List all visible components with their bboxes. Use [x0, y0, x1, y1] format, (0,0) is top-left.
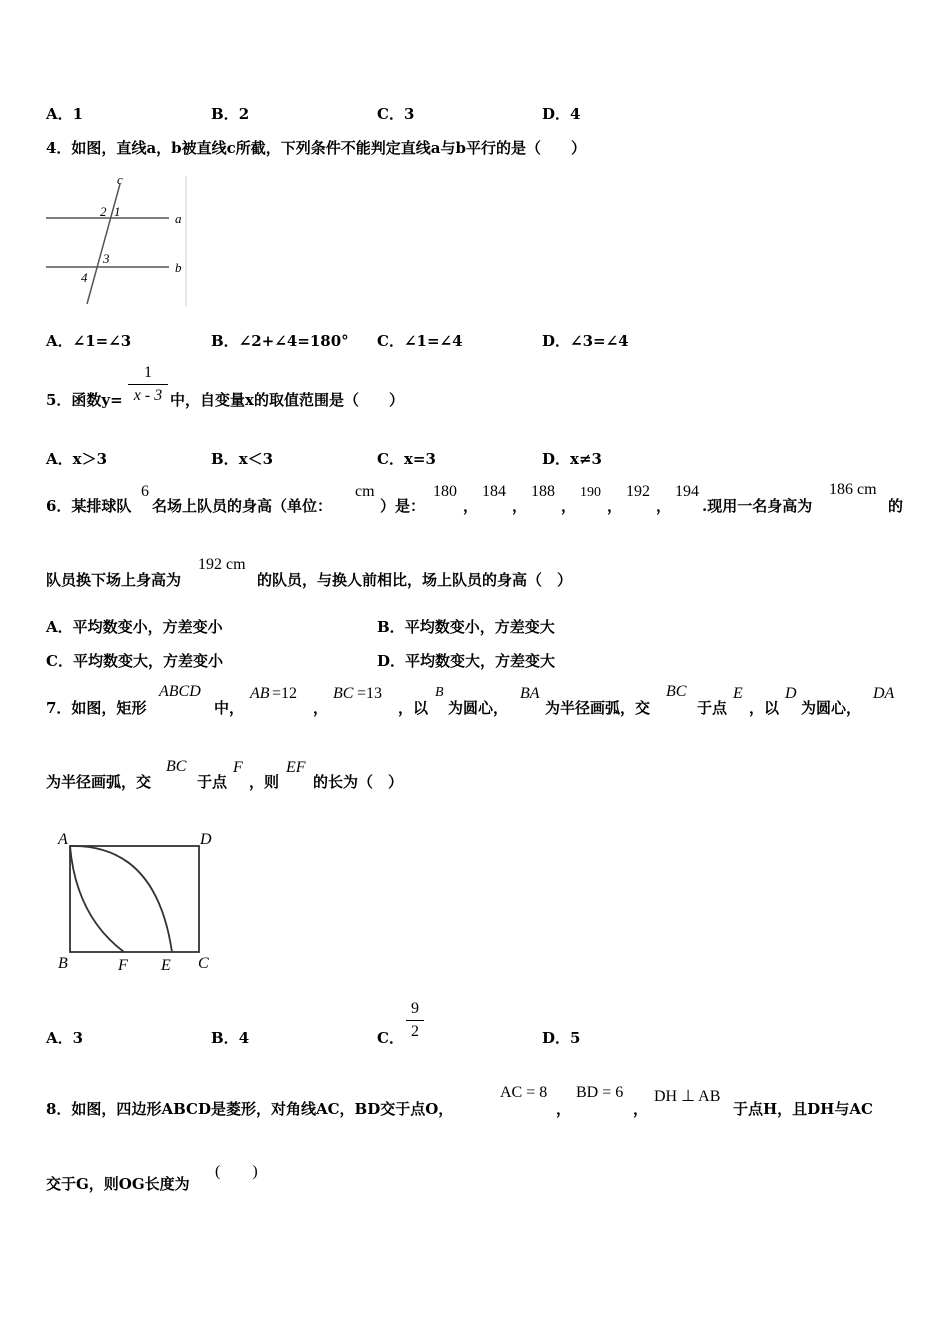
q6-comma: ， — [607, 497, 623, 515]
q3-option-b[interactable]: B．2 — [211, 105, 250, 123]
q6-option-a[interactable]: A．平均数变小，方差变小 — [46, 618, 223, 636]
q7-text-4: 为圆心， — [448, 699, 509, 717]
q6-text-1: 6．某排球队 — [46, 497, 132, 515]
q4-label-a: a — [175, 211, 182, 226]
q7-text-7: ，以 — [749, 699, 780, 717]
q7-label-f: F — [118, 957, 128, 974]
q7-bc-2: BC — [666, 683, 687, 700]
q7-text-6: 于点 — [697, 699, 728, 717]
q7-option-d[interactable]: D．5 — [542, 1029, 581, 1047]
q5-stem-suffix: 中，自变量x的取值范围是（ ） — [170, 391, 404, 409]
q5-option-b[interactable]: B．x＜3 — [211, 450, 274, 468]
q6-height-5: 192 — [626, 483, 650, 500]
q3-option-c[interactable]: C．3 — [377, 105, 415, 123]
q6-comma: ， — [656, 497, 672, 515]
q7-b: B — [435, 685, 444, 700]
q7-option-c-denominator: 2 — [411, 1023, 419, 1040]
q6-option-b[interactable]: B．平均数变小，方差变大 — [377, 618, 555, 636]
q7-option-b[interactable]: B．4 — [211, 1029, 250, 1047]
q5-fraction — [128, 364, 168, 405]
q6-comma: ， — [463, 497, 479, 515]
q7-line2-d: 的长为（ ） — [313, 773, 404, 791]
q6-text-5: 的 — [888, 497, 904, 515]
q6-unit: cm — [355, 483, 375, 500]
q5-fraction-numerator: 1 — [144, 364, 152, 381]
q8-comma: ， — [556, 1100, 572, 1118]
q7-ba: BA — [520, 685, 540, 702]
q7-label-a: A — [58, 831, 68, 848]
q6-team-size: 6 — [141, 483, 149, 500]
q6-height-4: 190 — [580, 485, 601, 500]
q4-option-c[interactable]: C．∠1=∠4 — [377, 332, 463, 350]
q7-text-8: 为圆心， — [801, 699, 862, 717]
q7-label-c: C — [198, 955, 209, 972]
q7-text-3: ，以 — [398, 699, 429, 717]
q4-option-d[interactable]: D．∠3=∠4 — [542, 332, 629, 350]
q7-e: E — [733, 685, 743, 702]
q4-label-2: 2 — [100, 204, 107, 219]
q7-bc: BC — [333, 685, 354, 702]
q6-text-4: .现用一名身高为 — [702, 497, 813, 515]
q6-height-192: 192 cm — [198, 556, 246, 573]
q3-option-d[interactable]: D．4 — [542, 105, 581, 123]
q7-label-b: B — [58, 955, 68, 972]
q5-option-c[interactable]: C．x=3 — [377, 450, 436, 468]
q7-text-1: 7．如图，矩形 — [46, 699, 147, 717]
q6-option-d[interactable]: D．平均数变大，方差变大 — [377, 652, 556, 670]
q8-comma: ， — [633, 1100, 649, 1118]
q7-da: DA — [873, 685, 895, 702]
q4-option-a[interactable]: A．∠1=∠3 — [46, 332, 132, 350]
q7-d: D — [785, 685, 797, 702]
q5-option-d[interactable]: D．x≠3 — [542, 450, 602, 468]
q7-eq13: =13 — [357, 685, 383, 702]
q8-bd: BD = 6 — [576, 1084, 624, 1101]
q4-label-4: 4 — [81, 270, 88, 285]
q8-ac: AC = 8 — [500, 1084, 548, 1101]
q7-option-c[interactable]: C． — [377, 1029, 404, 1047]
q6-comma: ， — [512, 497, 528, 515]
q6-text-2: 名场上队员的身高（单位： — [152, 497, 333, 515]
q7-line2-b: 于点 — [197, 773, 228, 791]
q7-ef: EF — [286, 759, 306, 776]
q5-option-a[interactable]: A．x＞3 — [46, 450, 108, 468]
q6-line2-a: 队员换下场上身高为 — [46, 571, 182, 589]
q4-option-b[interactable]: B．∠2+∠4=180° — [211, 332, 349, 350]
q7-bc-3: BC — [166, 758, 187, 775]
q7-text-5: 为半径画弧，交 — [545, 699, 651, 717]
q7-f: F — [233, 759, 243, 776]
q6-option-c[interactable]: C．平均数变大，方差变小 — [46, 652, 223, 670]
q6-text-3: ）是： — [380, 497, 426, 515]
q7-line2-a: 为半径画弧，交 — [46, 773, 152, 791]
q7-label-e: E — [161, 957, 171, 974]
q5-fraction-denominator: x - 3 — [133, 387, 163, 404]
q7-ab: AB — [250, 685, 270, 702]
q3-option-a[interactable]: A．1 — [46, 105, 84, 123]
q8-text-2: 于点H，且DH与AC — [733, 1100, 873, 1118]
q8-dh: DH ⊥ AB — [654, 1088, 721, 1105]
q7-option-c-numerator: 9 — [411, 1000, 419, 1017]
q8-paren: ( ) — [215, 1163, 258, 1180]
q4-label-c: c — [117, 172, 123, 187]
q8-text-1: 8．如图，四边形ABCD是菱形，对角线AC，BD交于点O， — [46, 1100, 454, 1118]
q7-text-2: 中， — [214, 699, 245, 717]
q4-stem: 4．如图，直线a，b被直线c所截，下列条件不能判定直线a与b平行的是（ ） — [46, 139, 586, 157]
q4-label-1: 1 — [114, 204, 121, 219]
q6-comma: ， — [561, 497, 577, 515]
q7-abcd: ABCD — [159, 683, 201, 700]
q7-eq12: =12 — [272, 685, 298, 702]
q8-line2: 交于G，则OG长度为 — [46, 1175, 190, 1193]
q7-option-c-fraction — [406, 1000, 424, 1041]
q4-label-3: 3 — [103, 251, 110, 266]
q6-height-186: 186 cm — [829, 481, 877, 498]
q6-height-3: 188 — [531, 483, 555, 500]
q5-stem-prefix: 5．函数y= — [46, 391, 123, 409]
q6-height-6: 194 — [675, 483, 699, 500]
q7-figure — [56, 826, 220, 976]
q6-line2-b: 的队员，与换人前相比，场上队员的身高（ ） — [257, 571, 573, 589]
q7-label-d: D — [200, 831, 212, 848]
q6-height-1: 180 — [433, 483, 457, 500]
q7-comma: ， — [313, 699, 329, 717]
q7-option-a[interactable]: A．3 — [46, 1029, 84, 1047]
q7-line2-c: ，则 — [249, 773, 280, 791]
q6-height-2: 184 — [482, 483, 506, 500]
q4-label-b: b — [175, 260, 182, 275]
q4-figure — [44, 172, 190, 310]
